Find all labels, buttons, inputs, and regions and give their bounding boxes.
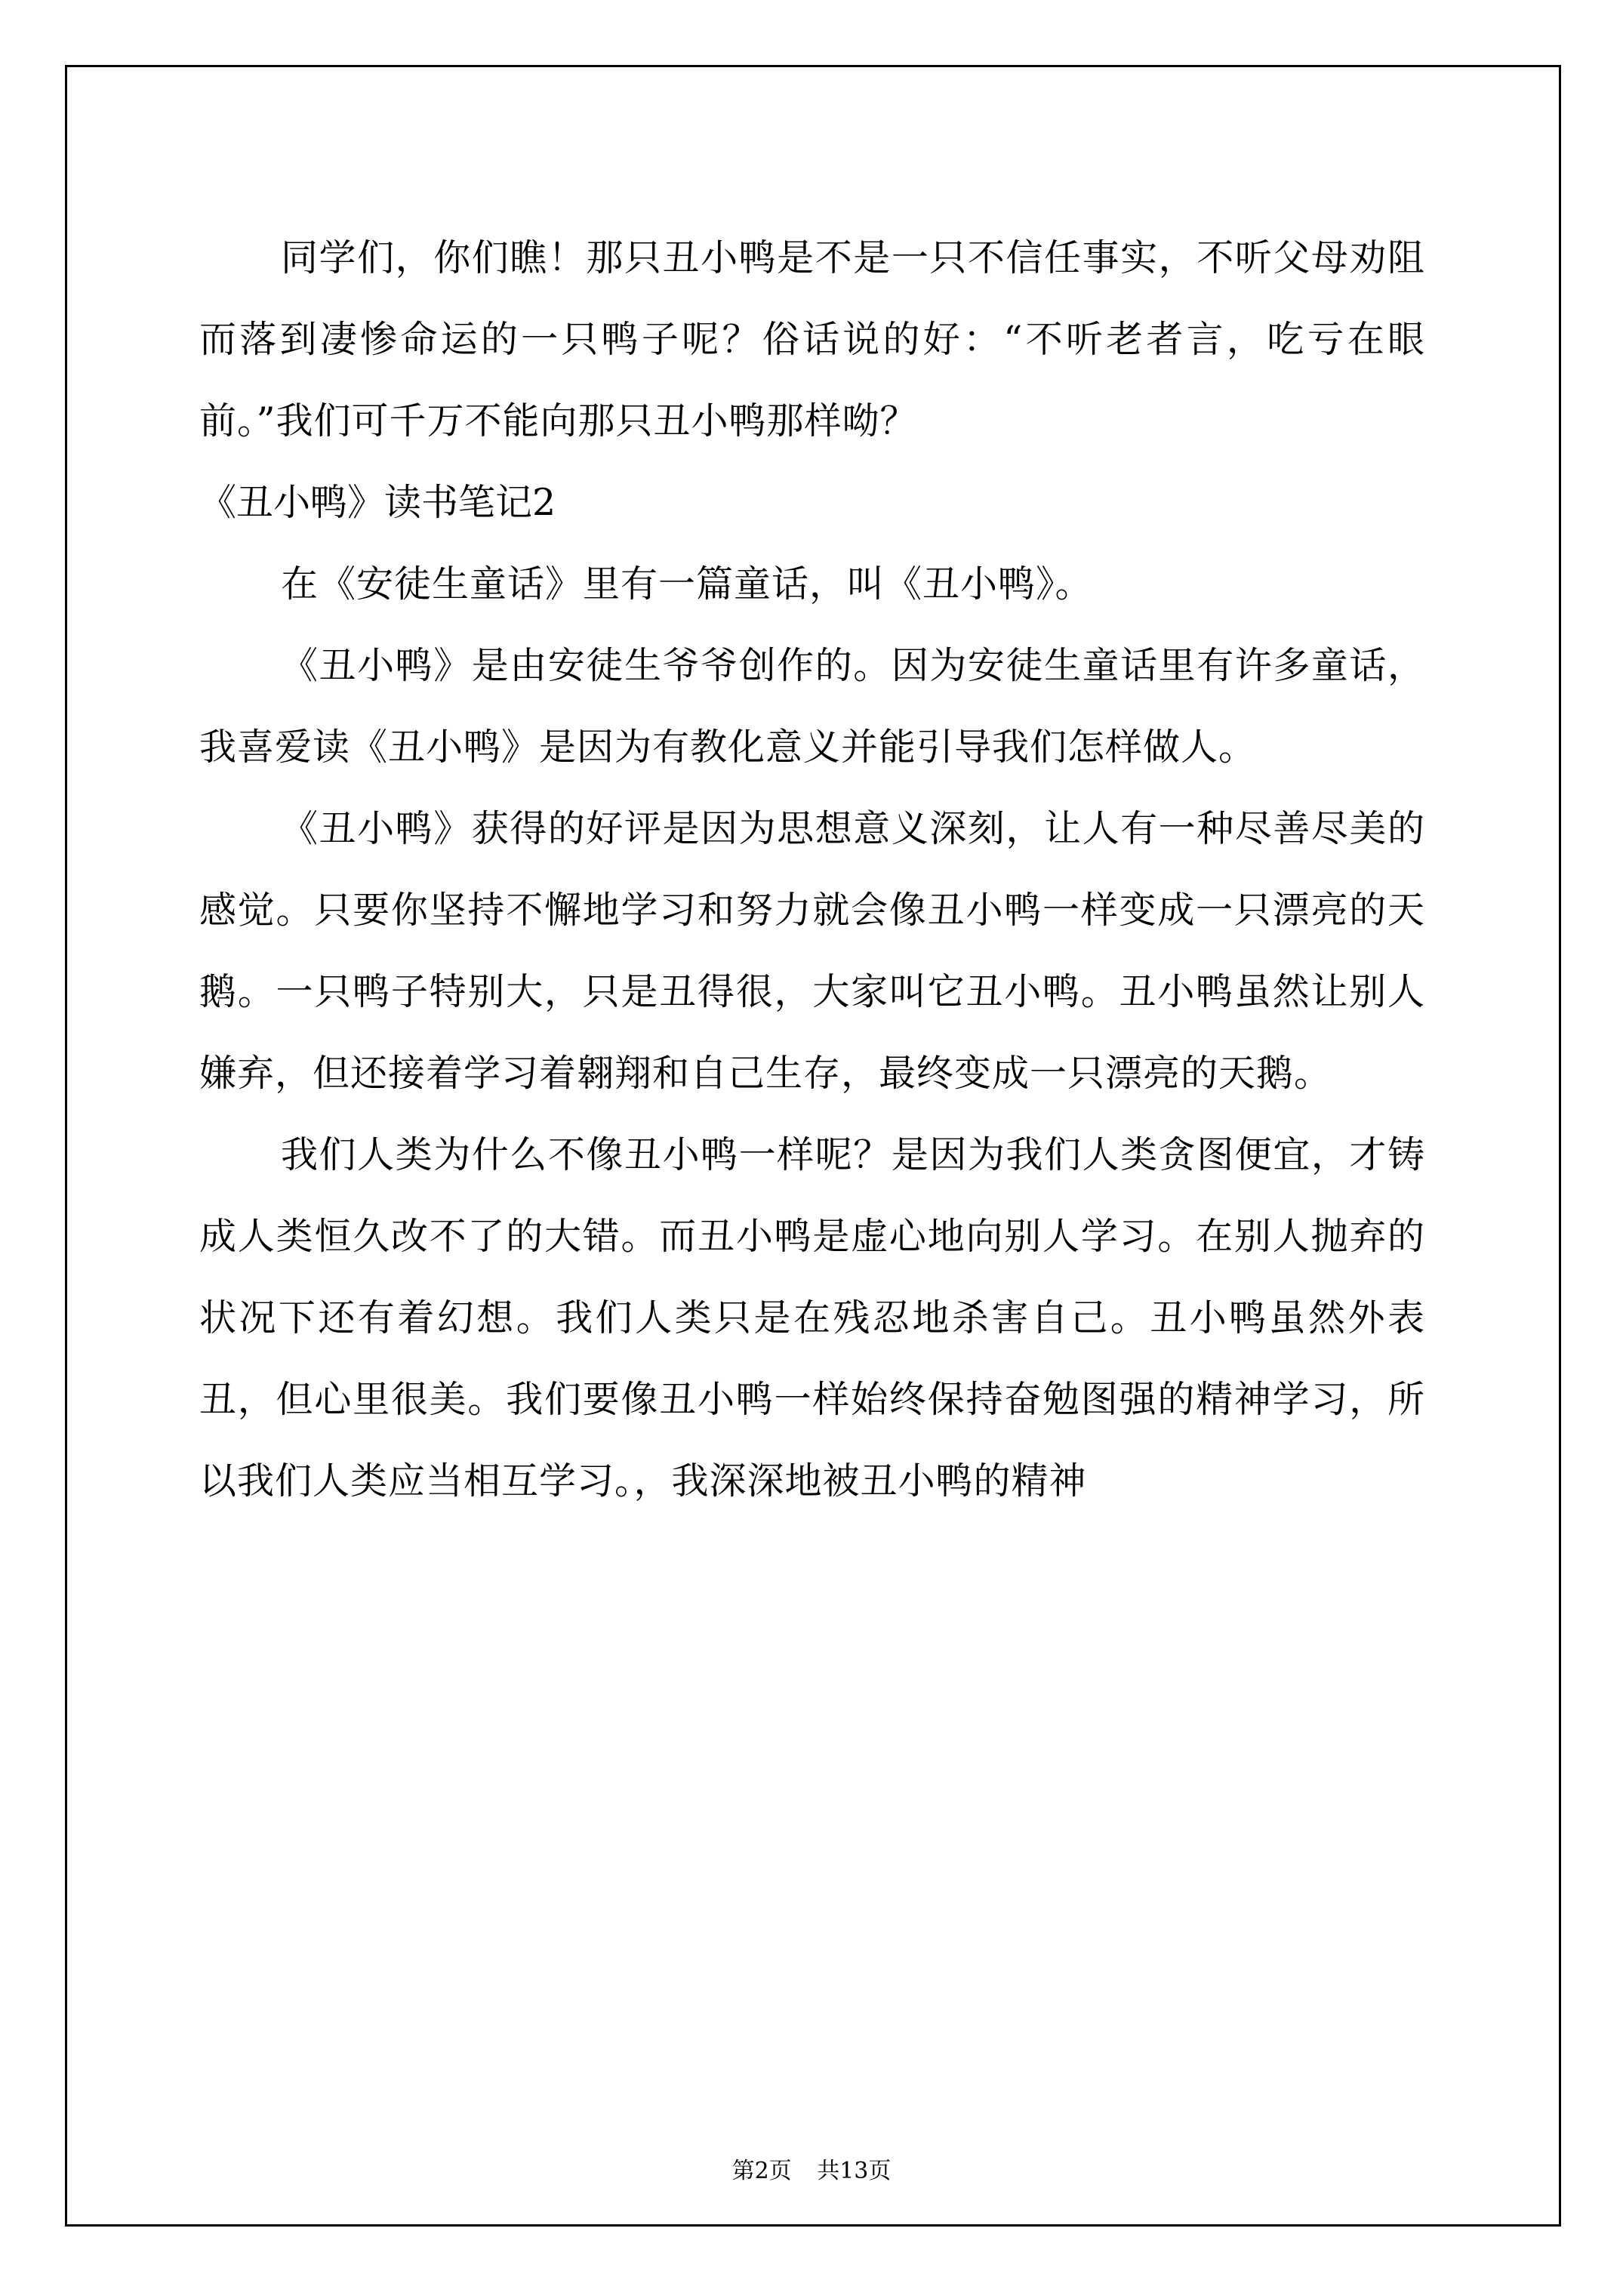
- paragraph-5: 我们人类为什么不像丑小鸭一样呢？是因为我们人类贪图便宜，才铸成人类恒久改不了的大错。而丑小鸭是虚心地向别人学习。在别人抛弃的状况下还有着幻想。我们人类只是在残忍地杀害自己。丑小鸭虽然外表丑，但心里很美。我们要像丑小鸭一样始终保持奋勉图强的精神学习，所以我们人类应当相互学习。，我深深地被丑小鸭的精神: [199, 1133, 1425, 1502]
- document-body: [199, 217, 1425, 1522]
- paragraph-4: 《丑小鸭》获得的好评是因为思想意义深刻，让人有一种尽善尽美的感觉。只要你坚持不懈地学习和努力就会像丑小鸭一样变成一只漂亮的天鹅。一只鸭子特别大，只是丑得很，大家叫它丑小鸭。丑小鸭虽然让别人嫌弃，但还接着学习着翱翔和自己生存，最终变成一只漂亮的天鹅。: [199, 807, 1425, 1095]
- page-total: 共13页: [817, 2158, 892, 2184]
- page-footer: [0, 2156, 1623, 2187]
- page-number: 第2页: [731, 2158, 792, 2184]
- paragraph-1: 同学们，你们瞧！那只丑小鸭是不是一只不信任事实，不听父母劝阻而落到凄惨命运的一只鸭子呢？俗话说的好：“不听老者言，吃亏在眼前。”我们可千万不能向那只丑小鸭那样呦？: [199, 236, 1425, 442]
- paragraph-3: 《丑小鸭》是由安徒生爷爷创作的。因为安徒生童话里有许多童话，我喜爱读《丑小鸭》是因为有教化意义并能引导我们怎样做人。: [199, 644, 1425, 769]
- section-heading: 《丑小鸭》读书笔记2: [199, 481, 556, 524]
- paragraph-2: 在《安徒生童话》里有一篇童话，叫《丑小鸭》。: [281, 562, 1093, 606]
